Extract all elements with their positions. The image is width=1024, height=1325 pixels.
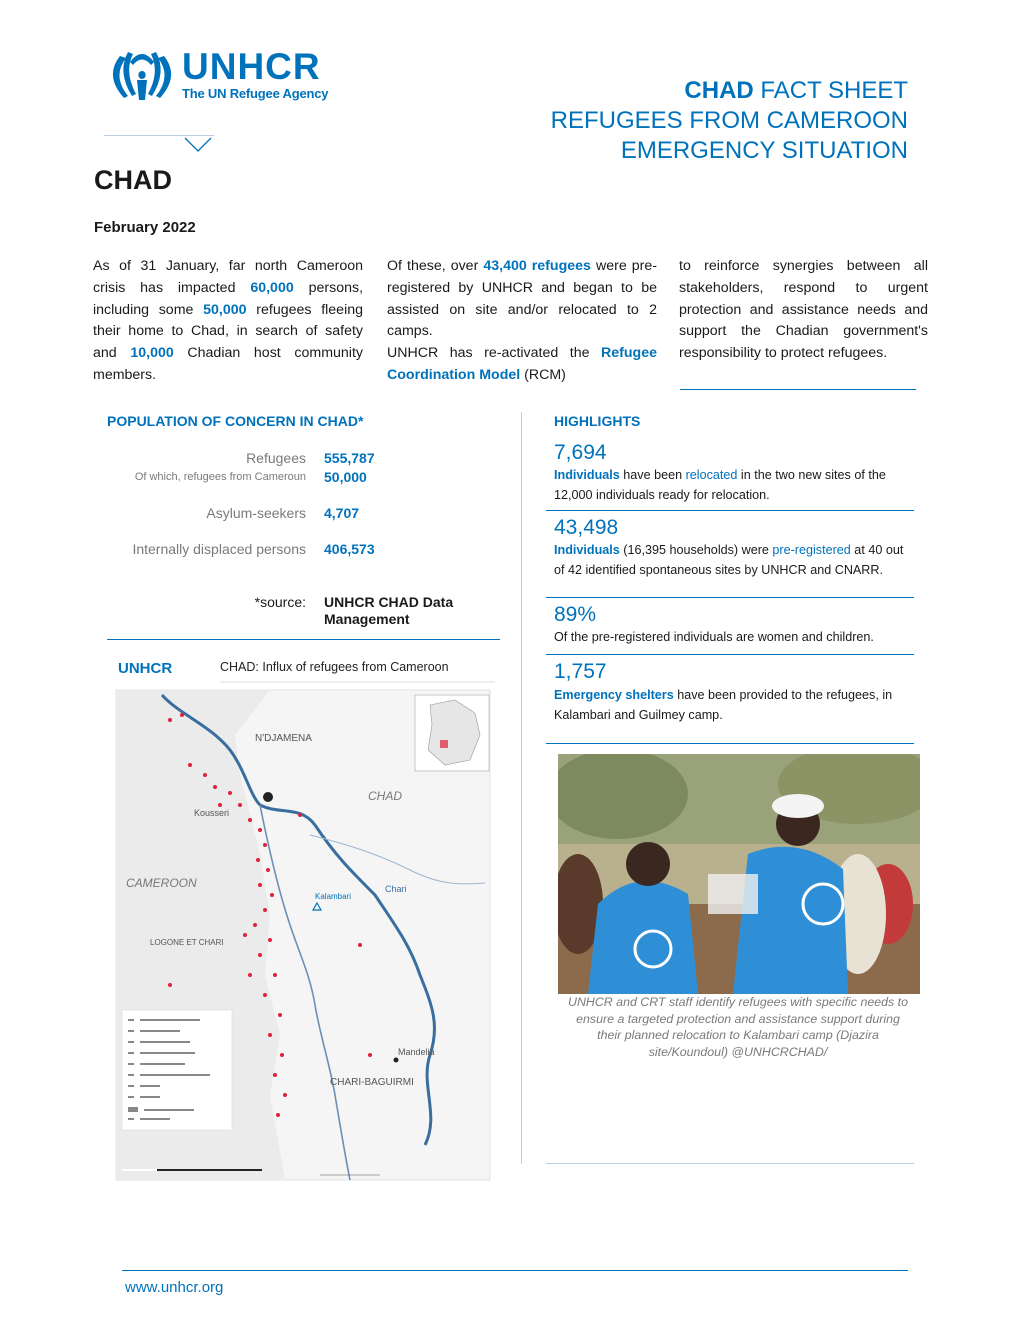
caption-divider: [546, 1163, 914, 1164]
highlight-number-2: 43,498: [554, 516, 619, 539]
logo-tagline: The UN Refugee Agency: [182, 86, 329, 101]
relocated-link[interactable]: relocated: [685, 468, 738, 482]
logo-wordmark: [182, 48, 328, 101]
highlight-number-3: 89%: [554, 603, 597, 626]
pop-value-refugees: 555,787: [324, 450, 375, 466]
pop-label-idp: Internally displaced persons: [132, 541, 306, 557]
header-divider: [104, 135, 214, 136]
refugee-influx-map: [110, 655, 502, 1195]
highlight-divider-3: [546, 654, 914, 655]
title-line-3: EMERGENCY SITUATION: [620, 137, 908, 164]
pop-value-cameroun: 50,000: [324, 469, 367, 485]
intro-column-3: to reinforce synergies between all stakeholders, respond to urgent protection and assistance needs and support the Chadian government's responsibility to protect refugees.: [679, 258, 928, 362]
rcm-link[interactable]: Refugee Coordination Model: [387, 345, 657, 383]
pop-value-idp: 406,573: [324, 541, 375, 557]
map-logo: UNHCR: [118, 660, 173, 677]
map-label-ndjamena: N'DJAMENA: [255, 733, 312, 744]
highlight-number-4: 1,757: [554, 660, 607, 683]
highlight-divider-1: [546, 510, 914, 511]
intro-divider: [680, 389, 916, 390]
pop-label-asylum: Asylum-seekers: [206, 505, 306, 521]
map-label-kalambari: Kalambari: [315, 892, 352, 901]
intro-column-1: As of 31 January, far north Cameroon crisis has impacted 60,000 persons, including some 50,000 refugees fleeing their home to Chad, in search of safety and 10,000 Chadian host community members.: [93, 258, 364, 383]
map-label-river: Chari: [385, 884, 407, 894]
highlight-text-2: Individuals (16,395 households) were pre-registered at 40 out of 42 identified spontaneous sites by UNHCR and CNARR.: [554, 543, 904, 577]
page-title: CHAD: [94, 165, 172, 195]
stat-refugees: 50,000: [203, 301, 247, 318]
column-divider: [521, 412, 522, 1164]
map-label-mandelia: Mandelia: [398, 1047, 435, 1057]
title-line-2: REFUGEES FROM CAMEROON: [550, 107, 908, 134]
staff-photo-image: [558, 754, 920, 994]
highlight-text-4: Emergency shelters have been provided to the refugees, in Kalambari and Guilmey camp.: [554, 688, 893, 722]
stat-impacted: 60,000: [250, 279, 294, 296]
highlight-divider-2: [546, 597, 914, 598]
map-label-chad: CHAD: [368, 789, 403, 803]
stat-preregistered: 43,400 refugees: [483, 258, 591, 274]
highlight-number-1: 7,694: [554, 441, 607, 464]
photo-caption: UNHCR and CRT staff identify refugees with specific needs to ensure a targeted protection and assistance support during their planned relocation to Kalambari camp (Djazira site/Koundoul) @UNHCRCHAD/: [568, 995, 908, 1059]
title-rest: FACT SHEET: [753, 77, 908, 104]
title-country: CHAD: [684, 77, 754, 104]
highlight-text-1: Individuals have been relocated in the two new sites of the 12,000 individuals ready for relocation.: [554, 468, 886, 502]
stat-host: 10,000: [130, 345, 174, 362]
highlights-title: HIGHLIGHTS: [554, 413, 641, 429]
map-label-kousseri: Kousseri: [194, 808, 230, 818]
pop-label-refugees: Refugees: [246, 450, 306, 466]
chevron-down-icon: [184, 137, 212, 153]
fact-sheet-title: [551, 76, 908, 166]
population-title: POPULATION OF CONCERN IN CHAD*: [107, 413, 364, 429]
source-value: UNHCR CHAD Data Management: [324, 594, 454, 627]
pop-label-cameroun: Of which, refugees from Cameroun: [134, 471, 306, 483]
map-label-chari: CHARI-BAGUIRMI: [330, 1077, 414, 1088]
map-title: CHAD: Influx of refugees from Cameroon: [220, 660, 449, 674]
footer-divider: [122, 1270, 908, 1271]
preregistered-link[interactable]: pre-registered: [772, 543, 851, 557]
highlight-text-3: Of the pre-registered individuals are women and children.: [554, 630, 874, 644]
map-label-cameroon: CAMEROON: [126, 876, 197, 890]
intro-column-2: Of these, over 43,400 refugees were pre-registered by UNHCR and began to be assisted on site and/or relocated to 2 camps. UNHCR has re-activated the Refugee Coordination Model (RCM): [387, 258, 657, 383]
logo-name: UNHCR: [182, 46, 321, 87]
pop-value-asylum: 4,707: [324, 505, 360, 521]
map-label-logone: LOGONE ET CHARI: [150, 938, 224, 947]
report-date: February 2022: [94, 219, 196, 236]
footer-url-link[interactable]: www.unhcr.org: [125, 1279, 224, 1296]
source-label: *source:: [254, 594, 306, 610]
population-divider: [107, 639, 500, 640]
highlight-divider-4: [546, 743, 914, 744]
